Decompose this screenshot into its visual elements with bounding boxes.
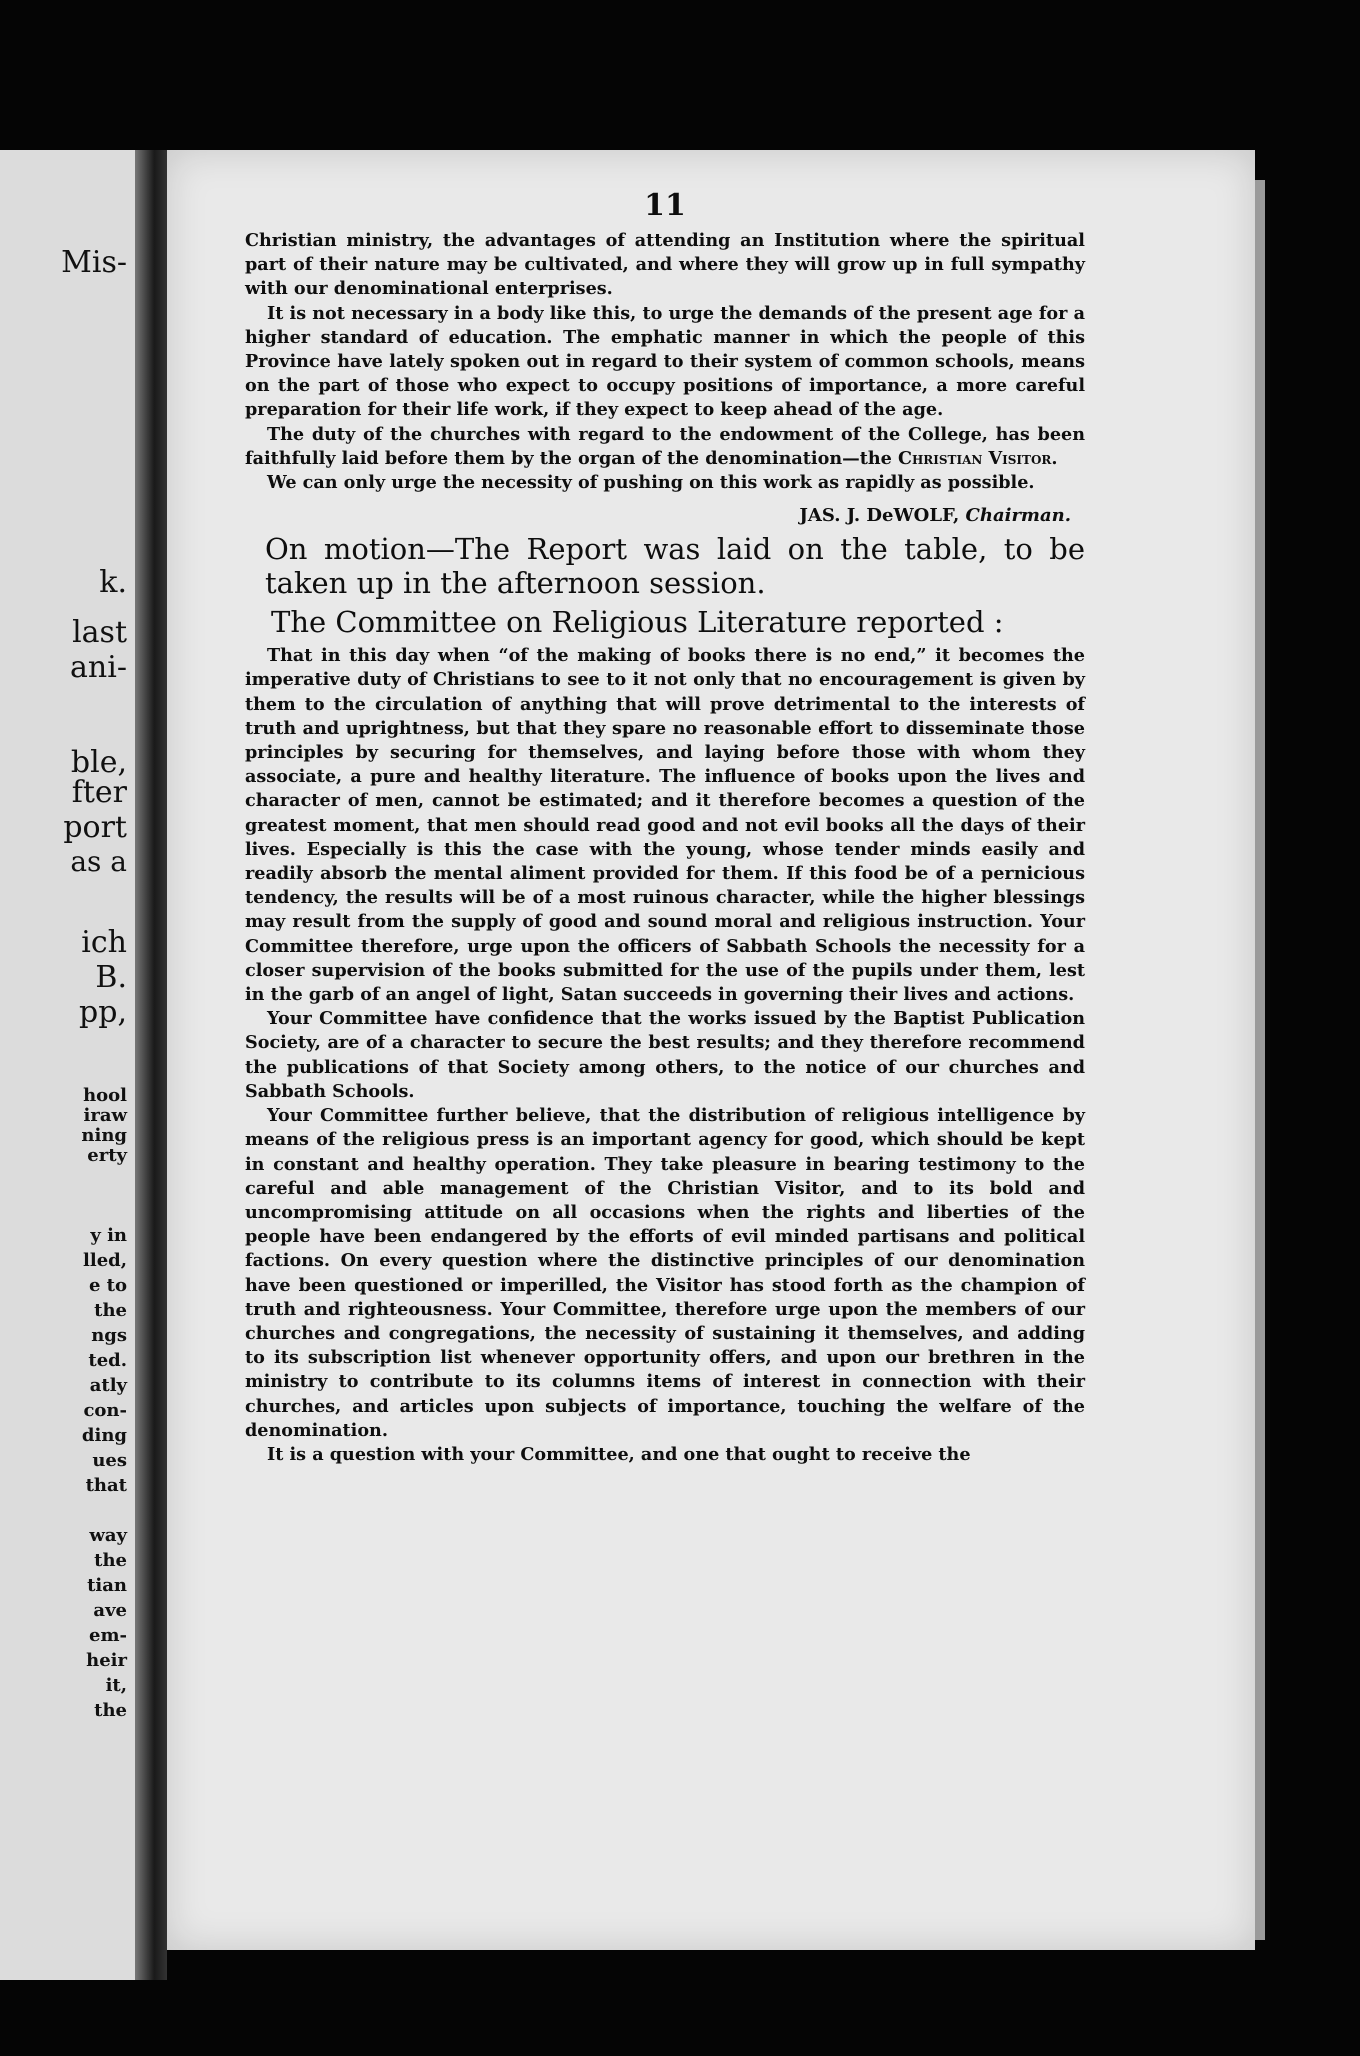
report-paragraph: It is a question with your Committee, and one that ought to receive the bbox=[267, 1443, 971, 1465]
left-margin-fragment: erty bbox=[87, 1145, 127, 1166]
left-margin-fragment: ich bbox=[81, 925, 127, 960]
left-margin-fragment: way bbox=[89, 1525, 127, 1546]
left-margin-fragment: it, bbox=[105, 1675, 127, 1696]
left-page-fragment bbox=[0, 150, 135, 1980]
left-margin-fragment: iraw bbox=[83, 1105, 127, 1126]
left-margin-fragment: hool bbox=[83, 1085, 127, 1106]
left-margin-fragment: e to bbox=[88, 1275, 127, 1296]
left-margin-fragment: atly bbox=[89, 1375, 127, 1396]
page-edge bbox=[1255, 180, 1265, 1940]
signature-name: JAS. J. DeWOLF, bbox=[799, 505, 960, 527]
left-margin-fragment: port bbox=[63, 810, 127, 845]
paragraph-endowment bbox=[245, 423, 1085, 471]
left-margin-fragment: ave bbox=[93, 1600, 127, 1621]
left-margin-fragment: the bbox=[94, 1300, 127, 1321]
left-margin-fragment: Mis- bbox=[61, 245, 127, 280]
left-margin-fragment: em- bbox=[89, 1625, 127, 1646]
left-margin-fragment: ani- bbox=[70, 650, 127, 685]
paragraph-urge: We can only urge the necessity of pushing on this work as rapidly as possible. bbox=[267, 472, 1035, 494]
report-paragraph: Your Committee further believe, that the distribution of religious intelligence by means of the religious press is an important agency for good, which should be kept in constant and healthy operation. They take pleasure in bearing testimony to the careful and able management of the Christian Visitor, and to its bold and uncompromising attitude on all occasions when the rights and liberties of the people have been endangered by the efforts of evil minded partisans and political factions. On every question where the distinctive principles of our denomination have been questioned or imperilled, the Visitor has stood forth as the champion of truth and righteousness. Your Committee, therefore urge upon the members of our churches and congregations, the necessity of sustaining it themselves, and adding to its subscription list whenever opportunity offers, and upon our brethren in the ministry to contribute to its columns items of interest in connection with their churches, and articles upon subjects of importance, touching the welfare of the denomination. bbox=[245, 1105, 1085, 1441]
left-margin-fragment: ted. bbox=[88, 1350, 127, 1371]
signature-title: Chairman. bbox=[965, 505, 1071, 527]
left-margin-fragment: that bbox=[85, 1475, 127, 1496]
motion-text: On motion—The Report was laid on the table, to be taken up in the afternoon session. bbox=[265, 532, 1085, 601]
committee-heading: The Committee on Religious Literature reported : bbox=[271, 605, 1004, 640]
paragraph-ministry: Christian ministry, the advantages of attending an Institution where the spiritual part of their nature may be cultivated, and where they will grow up in full sympathy with our denominational enterprises. bbox=[245, 230, 1085, 300]
left-margin-fragment: the bbox=[94, 1550, 127, 1571]
left-margin-fragment: last bbox=[72, 615, 127, 650]
book-gutter bbox=[135, 150, 167, 1980]
paragraph-endowment-text: The duty of the churches with regard to the endowment of the College, has been faithfully laid before them by the organ of the denomination—the bbox=[245, 423, 1085, 469]
page-number: 11 bbox=[644, 188, 686, 223]
left-margin-fragment: pp, bbox=[79, 995, 127, 1030]
left-margin-fragment: y in bbox=[90, 1225, 127, 1246]
left-margin-fragment: the bbox=[94, 1700, 127, 1721]
signature bbox=[245, 505, 1071, 526]
right-page bbox=[167, 150, 1255, 1950]
paragraph-education: It is not necessary in a body like this, to urge the demands of the present age for a higher standard of education. The emphatic manner in which the people of this Province have lately spoken out in regard to their system of common schools, means on the part of those who expect to occupy positions of importance, a more careful preparation for their life work, if they expect to keep ahead of the age. bbox=[245, 302, 1085, 421]
left-margin-fragment: B. bbox=[95, 960, 127, 995]
left-margin-fragment: ues bbox=[92, 1450, 127, 1471]
report-paragraph: That in this day when “of the making of books there is no end,” it becomes the imperative duty of Christians to see to it not only that no encouragement is given by them to the circulation of anything that will prove detrimental to the interests of truth and uprightness, but that they spare no reasonable effort to disseminate those principles by securing for themselves, and laying before those with whom they associate, a pure and healthy literature. The influence of books upon the lives and character of men, cannot be estimated; and it therefore becomes a question of the greatest moment, that men should read good and not evil books all the days of their lives. Especially is this the case with the young, whose tender minds easily and readily absorb the mental aliment provided for them. If this food be of a pernicious tendency, the results will be of a most ruinous character, while the higher blessings may result from the supply of good and sound moral and religious instruction. Your Committee therefore, urge upon the officers of Sabbath Schools the necessity for a closer supervision of the books submitted for the use of the pupils under them, lest in the garb of an angel of light, Satan succeeds in governing their lives and actions. bbox=[245, 645, 1085, 1006]
left-margin-fragment: ble, bbox=[70, 745, 127, 780]
left-margin-fragment: as a bbox=[70, 845, 127, 878]
left-margin-fragment: ning bbox=[81, 1125, 127, 1146]
left-margin-fragment: lled, bbox=[83, 1250, 127, 1271]
page-content bbox=[245, 188, 1085, 1467]
left-margin-fragment: con- bbox=[83, 1400, 127, 1421]
left-margin-fragment: ding bbox=[81, 1425, 127, 1446]
left-margin-fragment: tian bbox=[87, 1575, 127, 1596]
left-margin-fragment: k. bbox=[99, 565, 127, 600]
visitor-name: Christian Visitor. bbox=[897, 447, 1058, 469]
left-margin-fragment: heir bbox=[86, 1650, 127, 1671]
left-margin-fragment: fter bbox=[71, 775, 127, 810]
left-margin-fragment: ngs bbox=[91, 1325, 127, 1346]
report-paragraph: Your Committee have confidence that the works issued by the Baptist Publication Society, are of a character to secure the best results; and they therefore recommend the publications of that Society among others, to the notice of our churches and Sabbath Schools. bbox=[245, 1008, 1085, 1102]
